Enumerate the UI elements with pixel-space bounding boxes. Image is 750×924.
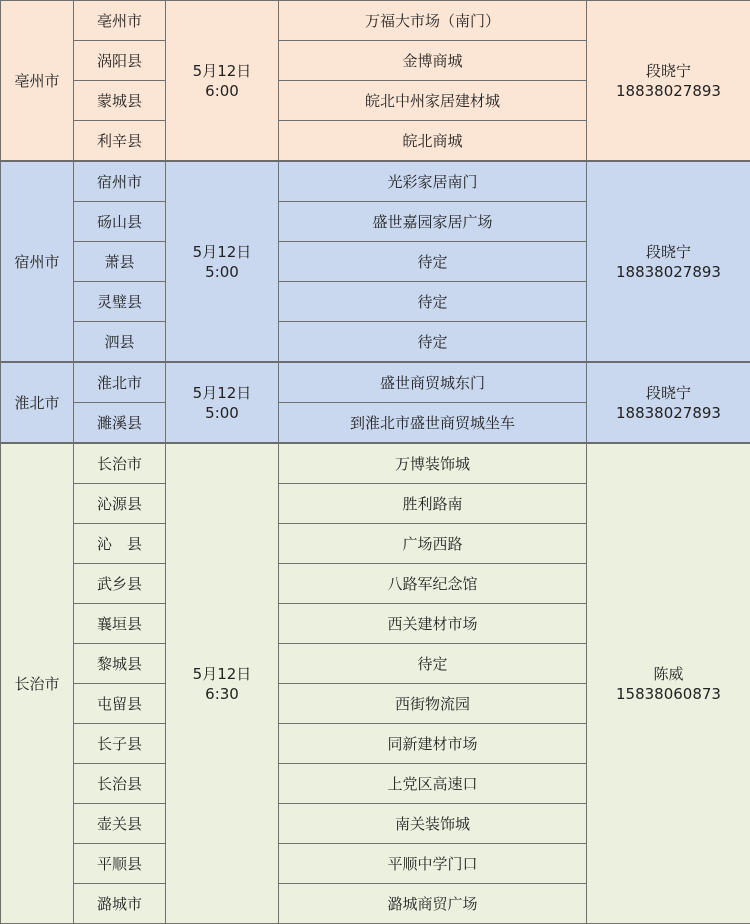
contact-cell bbox=[587, 161, 750, 362]
county-cell: 淮北市 bbox=[74, 362, 166, 403]
pickup-location-cell: 平顺中学门口 bbox=[279, 844, 587, 884]
departure-time: 6:00 bbox=[166, 81, 278, 101]
pickup-location-cell: 广场西路 bbox=[279, 524, 587, 564]
pickup-location-cell: 待定 bbox=[279, 322, 587, 363]
pickup-location-cell: 到淮北市盛世商贸城坐车 bbox=[279, 403, 587, 444]
county-cell: 长治县 bbox=[74, 764, 166, 804]
contact-name: 段晓宁 bbox=[587, 383, 750, 403]
county-cell: 沁源县 bbox=[74, 484, 166, 524]
departure-time: 6:30 bbox=[166, 684, 278, 704]
pickup-location-cell: 万博装饰城 bbox=[279, 443, 587, 484]
pickup-location-cell: 金博商城 bbox=[279, 41, 587, 81]
city-cell: 淮北市 bbox=[1, 362, 74, 443]
table-row bbox=[1, 1, 750, 41]
departure-date: 5月12日 bbox=[166, 242, 278, 262]
contact-cell bbox=[587, 362, 750, 443]
pickup-location-cell: 皖北商城 bbox=[279, 121, 587, 162]
pickup-location-cell: 万福大市场（南门） bbox=[279, 1, 587, 41]
pickup-location-cell: 同新建材市场 bbox=[279, 724, 587, 764]
pickup-location-cell: 西街物流园 bbox=[279, 684, 587, 724]
pickup-location-cell: 皖北中州家居建材城 bbox=[279, 81, 587, 121]
county-cell: 潞城市 bbox=[74, 884, 166, 924]
county-cell: 壶关县 bbox=[74, 804, 166, 844]
contact-phone: 18838027893 bbox=[587, 81, 750, 101]
pickup-location-cell: 上党区高速口 bbox=[279, 764, 587, 804]
pickup-location-cell: 待定 bbox=[279, 282, 587, 322]
departure-time-cell bbox=[166, 443, 279, 924]
county-cell: 亳州市 bbox=[74, 1, 166, 41]
departure-date: 5月12日 bbox=[166, 383, 278, 403]
county-cell: 蒙城县 bbox=[74, 81, 166, 121]
departure-time: 5:00 bbox=[166, 403, 278, 423]
table-row bbox=[1, 443, 750, 484]
departure-date: 5月12日 bbox=[166, 61, 278, 81]
table-row bbox=[1, 161, 750, 202]
departure-time: 5:00 bbox=[166, 262, 278, 282]
contact-phone: 18838027893 bbox=[587, 262, 750, 282]
contact-cell bbox=[587, 443, 750, 924]
county-cell: 宿州市 bbox=[74, 161, 166, 202]
county-cell: 长治市 bbox=[74, 443, 166, 484]
pickup-location-cell: 盛世商贸城东门 bbox=[279, 362, 587, 403]
pickup-location-cell: 光彩家居南门 bbox=[279, 161, 587, 202]
city-cell: 长治市 bbox=[1, 443, 74, 924]
departure-time-cell bbox=[166, 362, 279, 443]
county-cell: 泗县 bbox=[74, 322, 166, 363]
departure-date: 5月12日 bbox=[166, 664, 278, 684]
pickup-location-cell: 八路军纪念馆 bbox=[279, 564, 587, 604]
contact-phone: 18838027893 bbox=[587, 403, 750, 423]
county-cell: 襄垣县 bbox=[74, 604, 166, 644]
county-cell: 黎城县 bbox=[74, 644, 166, 684]
pickup-location-cell: 盛世嘉园家居广场 bbox=[279, 202, 587, 242]
contact-cell bbox=[587, 1, 750, 162]
county-cell: 屯留县 bbox=[74, 684, 166, 724]
county-cell: 砀山县 bbox=[74, 202, 166, 242]
city-cell: 亳州市 bbox=[1, 1, 74, 162]
county-cell: 平顺县 bbox=[74, 844, 166, 884]
contact-name: 段晓宁 bbox=[587, 242, 750, 262]
pickup-location-cell: 潞城商贸广场 bbox=[279, 884, 587, 924]
county-cell: 长子县 bbox=[74, 724, 166, 764]
pickup-location-cell: 待定 bbox=[279, 644, 587, 684]
pickup-location-cell: 南关装饰城 bbox=[279, 804, 587, 844]
pickup-location-cell: 胜利路南 bbox=[279, 484, 587, 524]
departure-time-cell bbox=[166, 161, 279, 362]
county-cell: 萧县 bbox=[74, 242, 166, 282]
city-cell: 宿州市 bbox=[1, 161, 74, 362]
contact-name: 段晓宁 bbox=[587, 61, 750, 81]
table-row bbox=[1, 362, 750, 403]
pickup-location-cell: 待定 bbox=[279, 242, 587, 282]
county-cell: 涡阳县 bbox=[74, 41, 166, 81]
schedule-table-body bbox=[1, 1, 750, 924]
county-cell: 灵璧县 bbox=[74, 282, 166, 322]
departure-time-cell bbox=[166, 1, 279, 162]
county-cell: 武乡县 bbox=[74, 564, 166, 604]
county-cell: 利辛县 bbox=[74, 121, 166, 162]
county-cell: 沁 县 bbox=[74, 524, 166, 564]
pickup-location-cell: 西关建材市场 bbox=[279, 604, 587, 644]
county-cell: 濉溪县 bbox=[74, 403, 166, 444]
contact-phone: 15838060873 bbox=[587, 684, 750, 704]
contact-name: 陈威 bbox=[587, 664, 750, 684]
